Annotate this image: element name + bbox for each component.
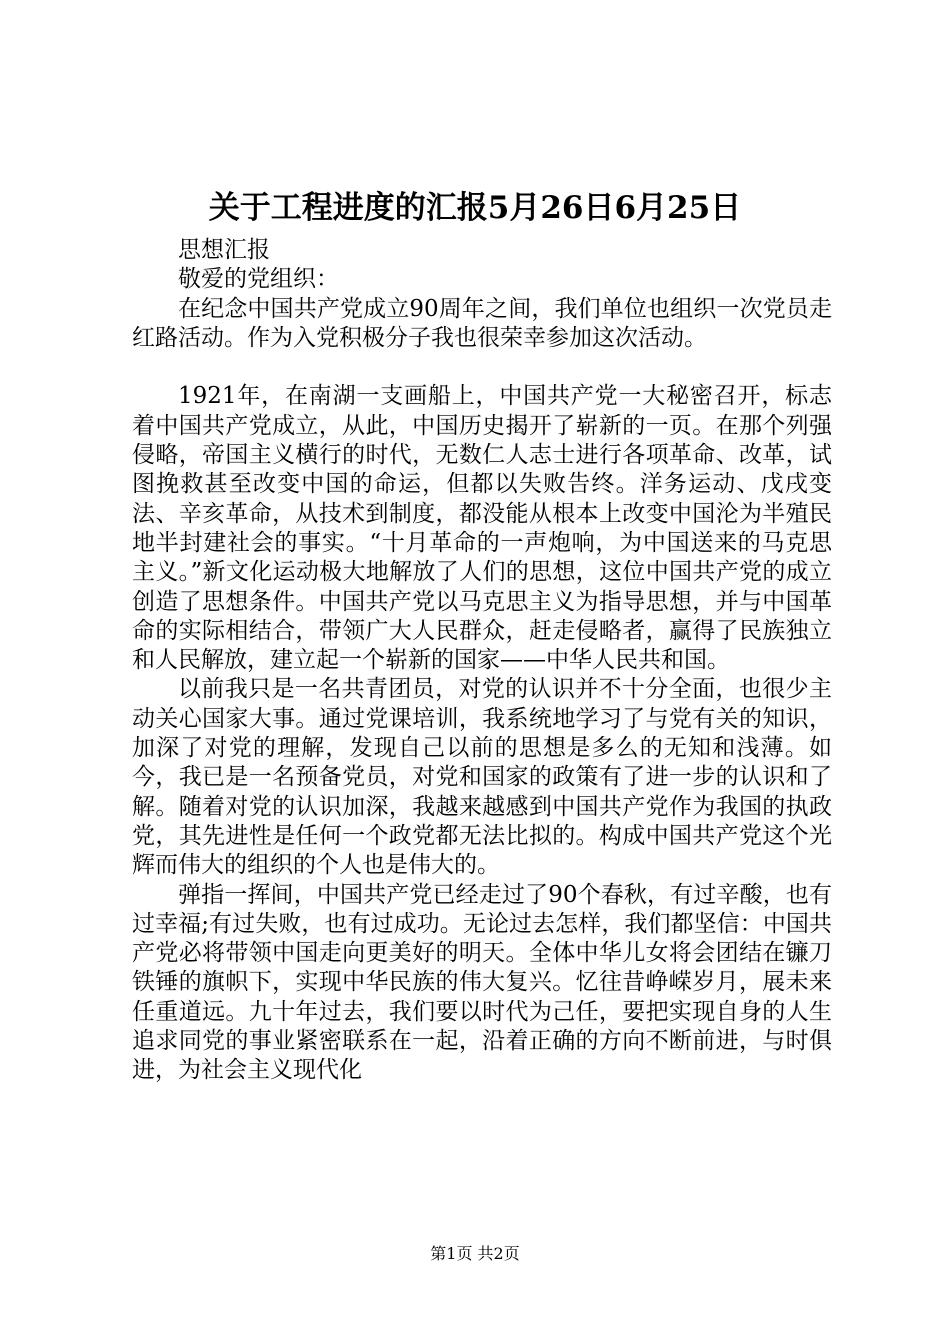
document-title: 关于工程进度的汇报5月26日6月25日 <box>208 190 742 226</box>
salutation: 敬爱的党组织： <box>178 266 339 293</box>
paragraph-4: 弹指一挥间，中国共产党已经走过了90个春秋，有过辛酸，也有过幸福;有过失败，也有过成功。无论过去怎样，我们都坚信：中国共产党必将带领中国走向更美好的明天。全体中华儿女将会团结在镰刀铁锤的旗帜下，实现中华民族的伟大复兴。忆往昔峥嵘岁月，展未来任重道远。九十年过去，我们要以时代为己任，要把实现自身的人生追求同党的事业紧密联系在一起，沿着正确的方向不断前进，与时俱进，为社会主义现代化 <box>132 881 832 1084</box>
page-footer: 第1页 共2页 <box>430 1244 520 1263</box>
document-body <box>132 236 832 1086</box>
paragraph-1: 在纪念中国共产党成立90周年之间，我们单位也组织一次党员走红路活动。作为入党积极分子我也很荣幸参加这次活动。 <box>132 295 832 351</box>
paragraph-2: 1921年，在南湖一支画船上，中国共产党一大秘密召开，标志着中国共产党成立，从此，中国历史揭开了崭新的一页。在那个列强侵略，帝国主义横行的时代，无数仁人志士进行各项革命、改革，试图挽救甚至改变中国的命运，但都以失败告终。洋务运动、戊戌变法、辛亥革命，从技术到制度，都没能从根本上改变中国沦为半殖民地半封建社会的事实。“十月革命的一声炮响，为中国送来的马克思主义。”新文化运动极大地解放了人们的思想，这位中国共产党的成立创造了思想条件。中国共产党以马克思主义为指导思想，并与中国革命的实际相结合，带领广大人民群众，赶走侵略者，赢得了民族独立和人民解放，建立起一个崭新的国家——中华人民共和国。 <box>132 383 832 674</box>
report-heading: 思想汇报 <box>178 237 270 263</box>
paragraph-3: 以前我只是一名共青团员，对党的认识并不十分全面，也很少主动关心国家大事。通过党课培训，我系统地学习了与党有关的知识，加深了对党的理解，发现自己以前的思想是多么的无知和浅薄。如今，我已是一名预备党员，对党和国家的政策有了进一步的认识和了解。随着对党的认识加深，我越来越感到中国共产党作为我国的执政党，其先进性是任何一个政党都无法比拟的。构成中国共产党这个光辉而伟大的组织的个人也是伟大的。 <box>132 676 832 879</box>
